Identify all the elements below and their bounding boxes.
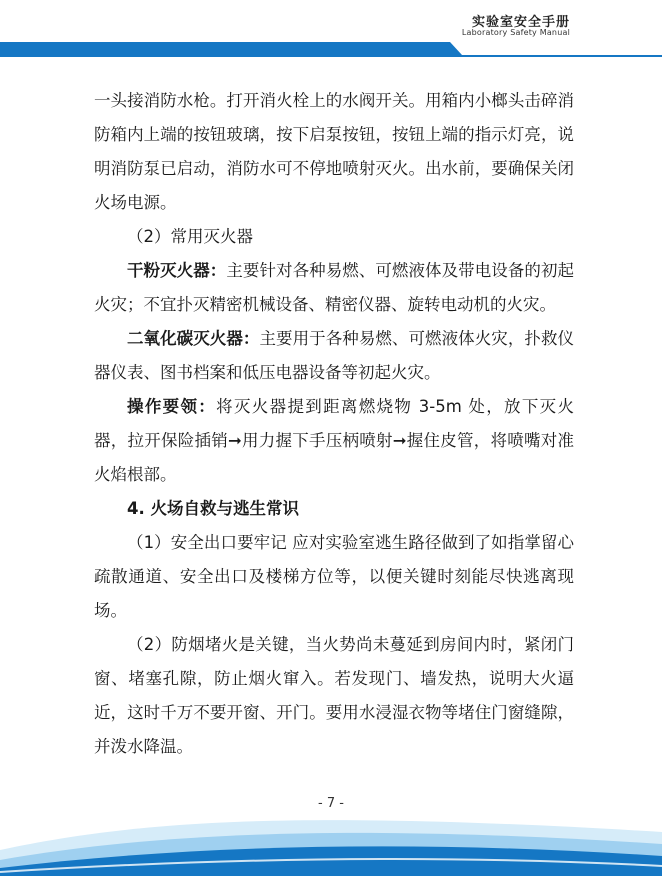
paragraph-co2-extinguisher	[94, 322, 574, 390]
co2-label: 二氧化碳灭火器：	[127, 329, 260, 348]
header-accent-bar	[0, 42, 662, 56]
paragraph-exit-awareness: （1）安全出口要牢记 应对实验室逃生路径做到了如指掌留心疏散通道、安全出口及楼梯方位等，以便关键时刻能尽快逃离现场。	[94, 533, 574, 620]
header-title: 实验室安全手册	[471, 15, 570, 30]
header-subtitle: Laboratory Safety Manual	[461, 28, 570, 37]
operation-text: 将灭火器提到距离燃烧物 3-5m 处，放下灭火器，拉开保险插销➞用力握下手压柄喷射➞握住皮管，将喷嘴对准火焰根部。	[94, 397, 575, 484]
page-number: - 7 -	[318, 796, 344, 811]
paragraph-smoke-prevention: （2）防烟堵火是关键，当火势尚未蔓延到房间内时，紧闭门窗、堵塞孔隙，防止烟火窜入。若发现门、墙发热，说明大火逼近，这时千万不要开窗、开门。要用水浸湿衣物等堵住门窗缝隙，并泼水降温。	[94, 635, 574, 756]
subheading-common-extinguishers: （2）常用灭火器	[127, 227, 253, 246]
header-rule	[0, 55, 662, 57]
header-accent-bar-fill	[0, 42, 462, 55]
paragraph-hydrant-usage: 一头接消防水枪。打开消火栓上的水阀开关。用箱内小榔头击碎消防箱内上端的按钮玻璃，按下启泵按钮，按钮上端的指示灯亮，说明消防泵已启动，消防水可不停地喷射灭火。出水前，要确保关闭火场电源。	[94, 91, 574, 212]
powder-label: 干粉灭火器：	[127, 261, 227, 280]
body-content	[94, 84, 574, 764]
paragraph-operation	[94, 390, 574, 492]
powder-text: 主要针对各种易燃、可燃液体及带电设备的初起火灾；不宜扑灭精密机械设备、精密仪器、旋转电动机的火灾。	[94, 261, 575, 314]
co2-text: 主要用于各种易燃、可燃液体火灾，扑救仪器仪表、图书档案和低压电器设备等初起火灾。	[94, 329, 575, 382]
paragraph-powder-extinguisher	[94, 254, 574, 322]
operation-label: 操作要领：	[127, 397, 217, 416]
footer-wave-decoration	[0, 810, 662, 876]
section-heading-fire-escape: 4. 火场自救与逃生常识	[127, 499, 299, 518]
